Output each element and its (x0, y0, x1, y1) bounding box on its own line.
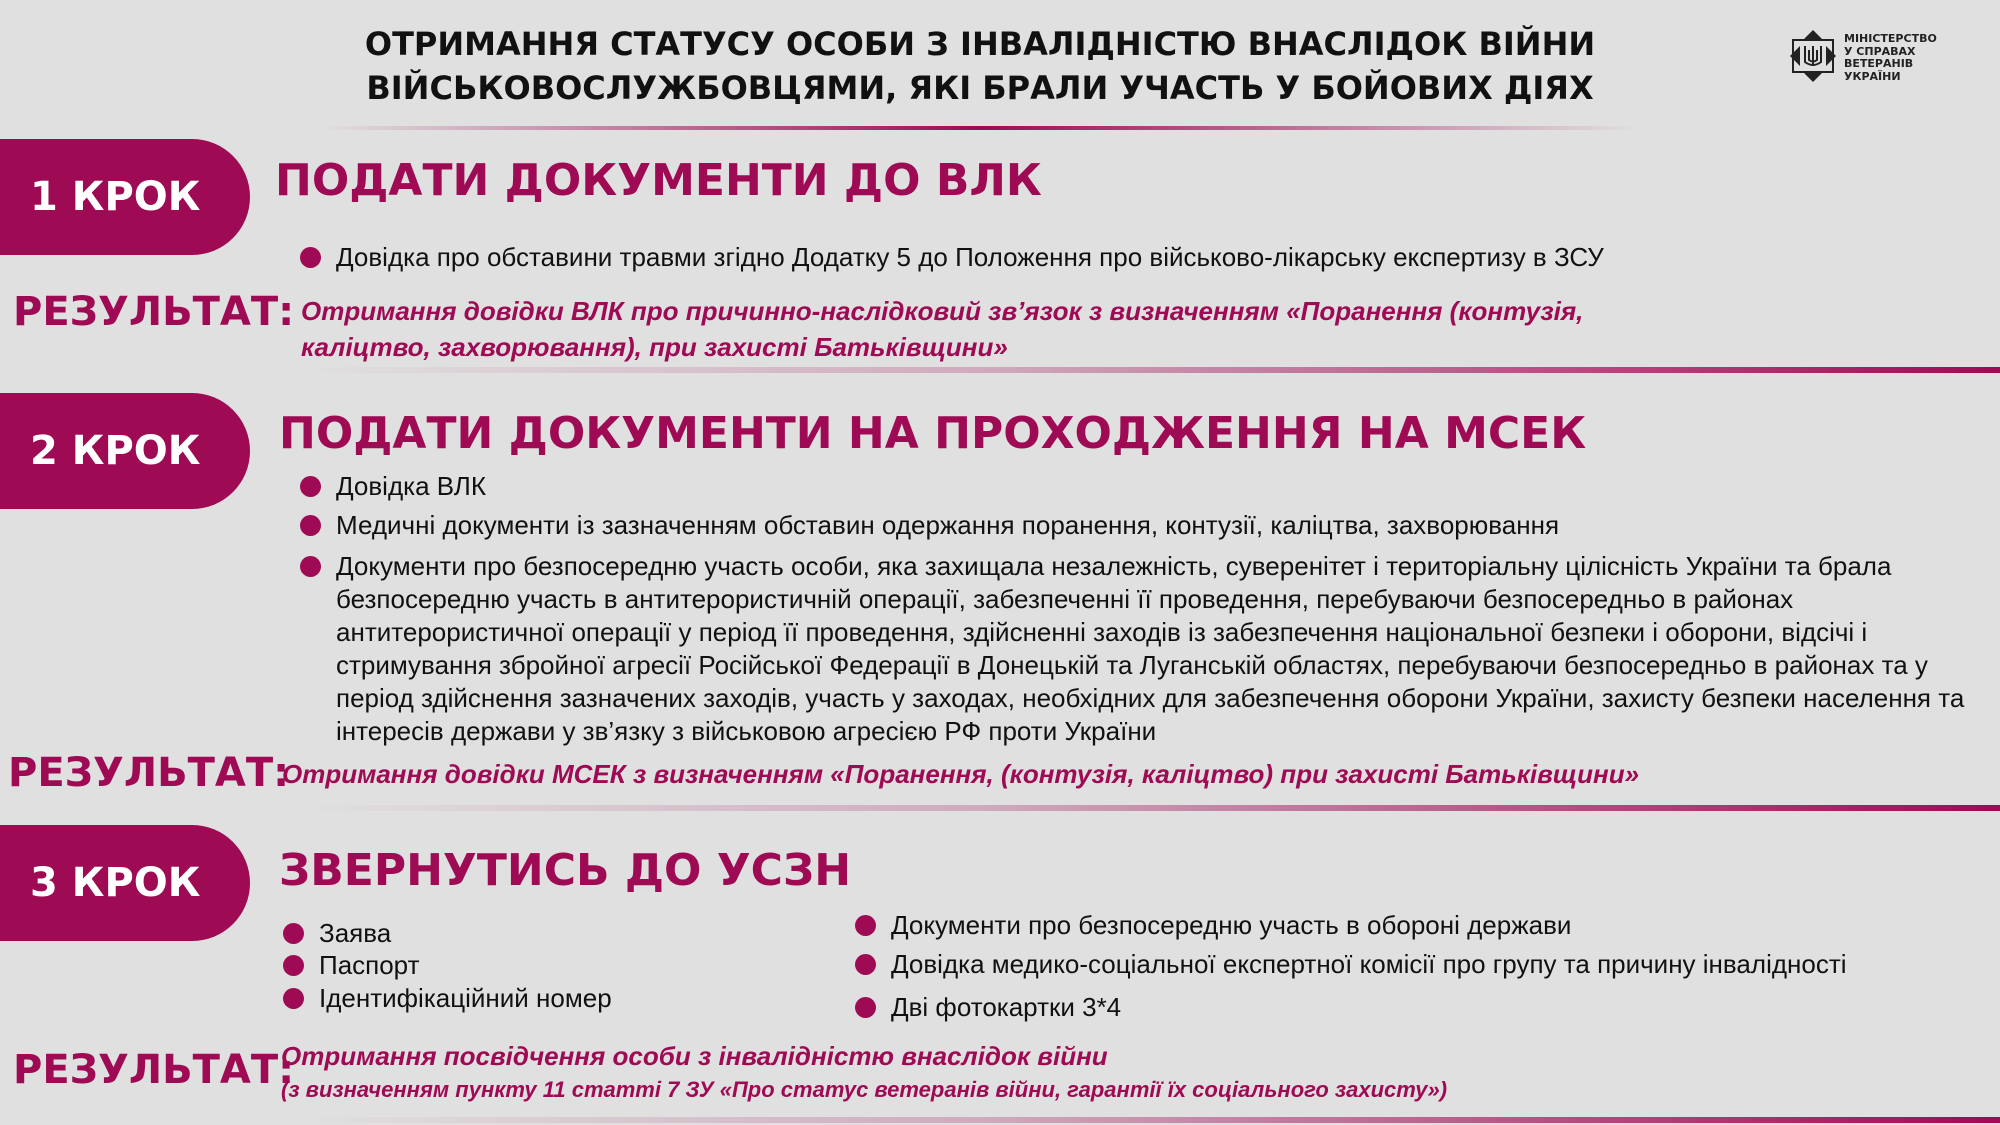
step-1-divider (300, 367, 2000, 373)
title-divider (320, 126, 1640, 130)
step-1-result-text: Отримання довідки ВЛК про причинно-наслідковий зв’язок з визначенням «Поранення (контузія, каліцтво, захворювання), при захисті Батьківщини» (301, 296, 1584, 362)
step-2-tab-label: 2 КРОК (30, 428, 201, 474)
step-3-tab (0, 825, 250, 941)
step-1-title: ПОДАТИ ДОКУМЕНТИ ДО ВЛК (275, 155, 1042, 206)
ministry-logo (1790, 30, 1950, 90)
step-2-bullet-3: Документи про безпосередню участь особи, яка захищала незалежність, суверенітет і територіальну цілісність України та брала безпосередню участь в антитерористичній операції, забезпеченні її проведення, перебуваючи безпосередньо в районах антитерористичної операції у період її проведення, здійсненні заходів із забезпечення національної безпеки і оборони, відсічі і стримування збройної агресії Російської Федерації в Донецькій та Луганській областях, перебуваючи безпосередньо в районах та у період здійснення зазначених заходів, участь у заходах, необхідних для забезпечення оборони України, захисту безпеки населення та інтересів держави у зв’язку з військовою агресією РФ проти України (300, 550, 1980, 748)
step-1-bullet: Довідка про обставини травми згідно Додатку 5 до Положення про військово-лікарську експертизу в ЗСУ (300, 241, 1950, 274)
step-1-tab-label: 1 КРОК (30, 174, 201, 220)
step-3-bullet-right-2: Довідка медико-соціальної експертної комісії про групу та причину інвалідності (855, 948, 1995, 981)
step-2-divider (300, 805, 2000, 811)
step-1-tab (0, 139, 250, 255)
ministry-logo-text: МІНІСТЕРСТВО У СПРАВАХ ВЕТЕРАНІВ УКРАЇНИ (1844, 32, 1937, 83)
step-3-bullet-right-1: Документи про безпосередню участь в обороні держави (855, 909, 1995, 942)
ministry-emblem-icon (1790, 30, 1836, 82)
page-title (280, 22, 1680, 110)
step-3-bullet-right-3: Дві фотокартки 3*4 (855, 991, 1995, 1024)
step-1-result-label: РЕЗУЛЬТАТ: (13, 289, 295, 335)
step-2-bullet-1: Довідка ВЛК (300, 470, 1980, 503)
step-2-bullet-2: Медичні документи із зазначенням обставин одержання поранення, контузії, каліцтва, захворювання (300, 509, 1980, 542)
step-2-result-label: РЕЗУЛЬТАТ: (8, 750, 290, 796)
step-3-bullet-left-1: Заява (283, 917, 783, 950)
step-2-result-text: Отримання довідки МСЕК з визначенням «Поранення, (контузія, каліцтво) при захисті Батьківщини» (282, 759, 1640, 789)
step-3-bullet-left-3: Ідентифікаційний номер (283, 982, 783, 1015)
step-3-bullet-left-2: Паспорт (283, 949, 783, 982)
page-title-line-1: ОТРИМАННЯ СТАТУСУ ОСОБИ З ІНВАЛІДНІСТЮ ВНАСЛІДОК ВІЙНИ (364, 25, 1596, 63)
step-3-result-label: РЕЗУЛЬТАТ: (13, 1047, 295, 1093)
step-3-title: ЗВЕРНУТИСЬ ДО УСЗН (279, 845, 852, 896)
page-title-line-2: ВІЙСЬКОВОСЛУЖБОВЦЯМИ, ЯКІ БРАЛИ УЧАСТЬ У БОЙОВИХ ДІЯХ (366, 69, 1594, 107)
step-3-result-text: Отримання посвідчення особи з інвалідністю внаслідок війни (з визначенням пункту 11 статті 7 ЗУ «Про статус ветеранів війни, гарантії їх соціального захисту») (281, 1041, 1448, 1102)
step-2-title: ПОДАТИ ДОКУМЕНТИ НА ПРОХОДЖЕННЯ НА МСЕК (279, 408, 1587, 459)
step-2-tab (0, 393, 250, 509)
step-3-tab-label: 3 КРОК (30, 860, 201, 906)
step-3-divider (300, 1117, 2000, 1123)
